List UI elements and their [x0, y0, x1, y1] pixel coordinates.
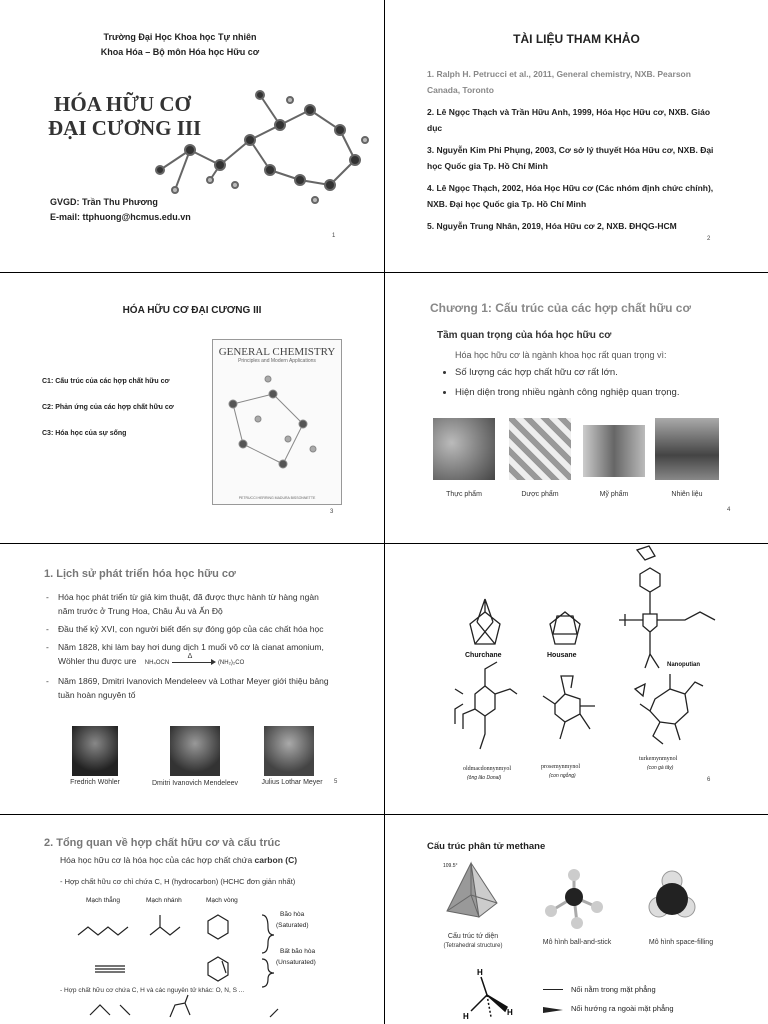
- unsaturated-en-label: (Unsaturated): [276, 959, 316, 966]
- space-filling-caption: Mô hình space-filling: [648, 939, 714, 946]
- molecule-note: (ông lão Donal): [467, 775, 502, 781]
- out-of-plane-legend: Nối hướng ra ngoài mặt phẳng: [571, 1004, 674, 1013]
- book-title: GENERAL CHEMISTRY: [218, 346, 336, 358]
- slide-1[interactable]: [0, 0, 384, 272]
- molecule-note: (con ngỗng): [549, 773, 576, 779]
- svg-text:H: H: [507, 1008, 513, 1017]
- cosmetics-photo: [583, 425, 645, 477]
- overview-intro-bold: carbon (C): [254, 855, 298, 865]
- slide-4[interactable]: [385, 273, 768, 543]
- pharmaceutical-photo: [509, 418, 571, 480]
- history-item: - Đầu thế kỷ XVI, con người biết đến sự đóng góp của các chất hóa học: [44, 622, 336, 636]
- hydrocarbon-structures: [0, 905, 384, 1024]
- history-item: - Hóa học phát triển từ giả kim thuật, đã được thực hành từ hàng ngàn năm trước ở Trung Hoa, Châu Âu và Ấn Độ: [44, 590, 336, 618]
- molecule-name: oldmacdonnynmyol: [463, 766, 511, 772]
- svg-text:H: H: [463, 1012, 469, 1021]
- nanoputian-label: Nanoputian: [667, 662, 700, 668]
- photo-caption: Dược phẩm: [521, 491, 559, 498]
- book-authors: PETRUCCI HERRING MADURA BISSONNETTE: [238, 496, 316, 500]
- slide-5[interactable]: [0, 544, 384, 814]
- wohler-portrait: [72, 726, 118, 776]
- chapter-list: [42, 369, 174, 447]
- section-subtitle: Tầm quan trọng của hóa học hữu cơ: [437, 330, 612, 341]
- molecule-note: (con gà tây): [647, 765, 674, 771]
- reaction-arrow: [172, 652, 216, 666]
- history-item: - Năm 1869, Dmitri Ivanovich Mendeleev và Lothar Meyer giới thiệu bảng tuần hoàn nguyên tố: [44, 674, 336, 702]
- overview-intro: [60, 855, 297, 865]
- ball-and-stick-model: [541, 867, 607, 931]
- reference-item: 2. Lê Ngọc Thạch và Trần Hữu Anh, 1999, Hóa Học Hữu cơ, NXB. Giáo dục: [427, 107, 711, 133]
- churchane-label: Churchane: [465, 652, 502, 659]
- teacher-email: E-mail: ttphuong@hcmus.edu.vn: [50, 212, 191, 222]
- page-number: 2: [707, 236, 711, 242]
- chapter-item: C1: Cấu trúc của các hợp chất hữu cơ: [42, 378, 170, 385]
- wedge-dash-structure: [457, 967, 517, 1024]
- ring-chain-head: Mạch vòng: [206, 897, 238, 904]
- svg-text:H: H: [477, 968, 483, 977]
- history-title: 1. Lịch sử phát triển hóa học hữu cơ: [44, 568, 236, 580]
- history-list: [44, 590, 336, 702]
- hydrocarbon-line: - Hợp chất hữu cơ chỉ chứa C, H (hydrocarbon) (HCHC đơn giản nhất): [60, 877, 296, 886]
- page-number: 1: [332, 233, 336, 239]
- slide-3[interactable]: [0, 273, 384, 543]
- book-molecule: [213, 364, 339, 484]
- tetrahedral-caption: Cấu trúc tứ diện: [447, 933, 499, 940]
- faculty-name: Khoa Hóa – Bộ môn Hóa học Hữu cơ: [100, 47, 260, 57]
- slide-6[interactable]: [385, 544, 768, 814]
- saturated-en-label: (Saturated): [276, 922, 309, 929]
- plain-bond-legend-line: [543, 989, 563, 990]
- reference-item: 4. Lê Ngọc Thạch, 2002, Hóa Học Hữu cơ (Các nhóm định chức chính), NXB. Đại học Quốc gia Tp. Hồ Chí Minh: [427, 183, 714, 209]
- branched-chain-head: Mạch nhánh: [146, 897, 182, 904]
- tetrahedral-subcaption: (Tetrahedral structure): [443, 943, 503, 949]
- photo-caption: Thực phẩm: [446, 491, 482, 498]
- molecule-illustration: [150, 80, 375, 210]
- wedge-bond-legend-mark: [543, 1007, 563, 1013]
- chapter-title: Chương 1: Cấu trúc của các hợp chất hữu cơ: [430, 301, 692, 315]
- space-filling-model: [647, 869, 697, 929]
- in-plane-legend: Nối nằm trong mặt phẳng: [571, 985, 656, 994]
- history-item: [44, 640, 336, 670]
- school-name: Trường Đại Học Khoa học Tự nhiên: [103, 32, 257, 42]
- chapter-item: C2: Phản ứng của các hợp chất hữu cơ: [42, 404, 174, 411]
- saturated-label: Bão hòa: [280, 911, 305, 918]
- bond-angle-label: 109.5°: [443, 863, 458, 869]
- portrait-caption: Julius Lothar Meyer: [261, 779, 323, 786]
- slide1-header: [60, 30, 300, 60]
- references-title: TÀI LIỆU THAM KHẢO: [513, 32, 640, 46]
- slide-2[interactable]: [385, 0, 768, 272]
- page-number: 5: [334, 779, 338, 785]
- bullet-item: • Số lượng các hợp chất hữu cơ rất lớn.: [455, 363, 679, 383]
- photo-caption: Mỹ phẩm: [599, 491, 629, 498]
- page-number: 6: [707, 777, 711, 783]
- teacher-name: GVGD: Trần Thu Phương: [50, 197, 158, 207]
- course-title-line2: ĐẠI CƯƠNG III: [48, 116, 202, 140]
- overview-intro-text: Hóa học hữu cơ là hóa học của các hợp chất chứa: [60, 855, 253, 865]
- food-photo: [433, 418, 495, 480]
- chapter-item: C3: Hóa học của sự sống: [42, 430, 127, 437]
- textbook-cover: [212, 339, 342, 505]
- portrait-caption: Fredrich Wöhler: [70, 779, 120, 786]
- molecule-name: prosemynmynol: [541, 764, 580, 770]
- reference-list: [427, 66, 723, 234]
- photo-caption: Nhiên liệu: [671, 491, 703, 498]
- meyer-portrait: [264, 726, 314, 776]
- intro-text: Hóa học hữu cơ là ngành khoa học rất quan trọng vì:: [455, 350, 667, 360]
- bullet-item: • Hiện diện trong nhiều ngành công nghiệp quan trọng.: [455, 383, 679, 403]
- slide3-title: HÓA HỮU CƠ ĐẠI CƯƠNG III: [122, 305, 262, 316]
- page-number: 3: [330, 509, 334, 515]
- portrait-caption: Dmitri Ivanovich Mendeleev: [152, 780, 238, 787]
- heat-symbol: Δ: [187, 652, 193, 660]
- history-item-text: Năm 1828, khi làm bay hơi dung dịch 1 muối vô cơ là cianat amonium, Wöhler thu được ure: [58, 642, 324, 666]
- importance-list: [441, 363, 679, 403]
- course-title-line1: HÓA HỮU CƠ: [54, 92, 191, 116]
- reference-item: 5. Nguyễn Trung Nhân, 2019, Hóa Hữu cơ 2, NXB. ĐHQG-HCM: [427, 221, 677, 231]
- molecule-name: turkemynmynol: [639, 756, 678, 762]
- ball-stick-caption: Mô hình ball-and-stick: [542, 939, 612, 946]
- methane-title: Cấu trúc phân tử methane: [427, 841, 546, 852]
- reference-item: 1. Ralph H. Petrucci et al., 2011, General chemistry, NXB. Pearson Canada, Toronto: [427, 69, 691, 95]
- reference-item: 3. Nguyễn Kim Phi Phụng, 2003, Cơ sở lý thuyết Hóa Hữu cơ, NXB. Đại học Quốc gia Tp. Hồ Chí Minh: [427, 145, 714, 171]
- teacher-info: [50, 195, 191, 225]
- page-number: 4: [727, 507, 731, 513]
- mendeleev-portrait: [170, 726, 220, 776]
- heteroatom-line: - Hợp chất hữu cơ chứa C, H và các nguyên tử khác: O, N, S ...: [60, 987, 245, 994]
- slide-8[interactable]: [385, 815, 768, 1024]
- overview-title: 2. Tổng quan về hợp chất hữu cơ và cấu trúc: [44, 837, 281, 849]
- book-subtitle: Principles and Modern Applications: [238, 358, 316, 364]
- housane-label: Housane: [547, 652, 577, 659]
- straight-chain-head: Mạch thẳng: [86, 897, 120, 904]
- fuel-photo: [655, 418, 719, 480]
- reaction-reactant: NH₄OCN: [144, 660, 170, 666]
- reaction-product: (NH₂)₂CO: [217, 660, 245, 666]
- slide-7[interactable]: [0, 815, 384, 1024]
- unsaturated-label: Bất bão hòa: [280, 948, 316, 955]
- molecule-structures: [385, 544, 768, 814]
